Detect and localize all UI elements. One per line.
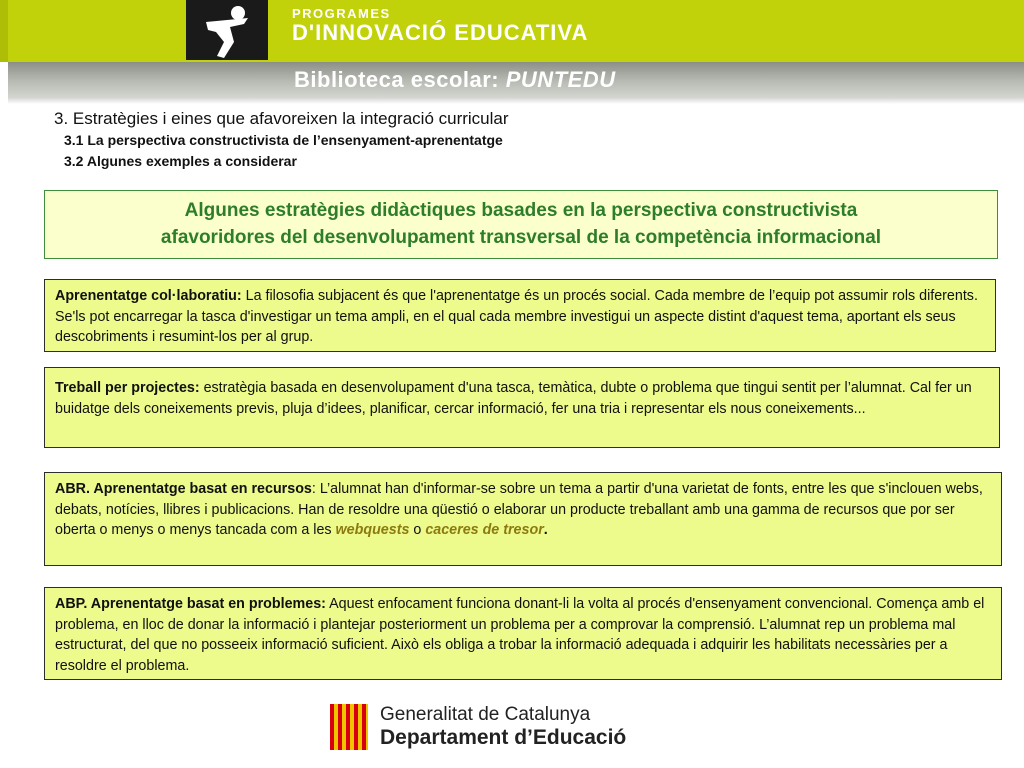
card-body: La filosofia subjacent és que l'aprenentatge és un procés social. Cada membre de l’equip pot assumir rols diferents. Se'ls pot encarregar la tasca d'investigar un tema ampli, en el qual cada membre investigui un aspecte distint d'aquest tema, aportant els seus descobriments i resumint-los per al grup. xyxy=(55,288,978,345)
card-abr xyxy=(44,472,1002,566)
page-title: Biblioteca escolar: PUNTEDU xyxy=(294,67,616,92)
subsection-2: 3.2 Algunes exemples a considerar xyxy=(64,153,297,169)
card-body: estratègia basada en desenvolupament d'una tasca, temàtica, dubte o problema que tingui sentit per l’alumnat. Cal fer un buidatge dels coneixements previs, pluja d’idees, planificar, cercar informació, fer una tria i representar els nous coneixements... xyxy=(55,380,972,417)
card-title: ABP. Aprenentatge basat en problemes: xyxy=(55,596,326,612)
card-title: ABR. Aprenentatge basat en recursos xyxy=(55,481,312,497)
webquests-link[interactable]: webquests xyxy=(335,522,410,538)
card-treball-projectes xyxy=(44,367,1000,448)
innovacio-label: D'INNOVACIÓ EDUCATIVA xyxy=(292,20,589,45)
card-title: Treball per projectes: xyxy=(55,380,200,396)
section-heading: 3. Estratègies i eines que afavoreixen la integració curricular xyxy=(54,109,509,128)
card-body: Aquest enfocament funciona donant-li la volta al procés d'ensenyament convencional. Comença amb el problema, en lloc de donar la informació i plantejar posteriorment un problema per a comprovar la comprensió. L’alumnat rep un problema mal estructurat, del que no posseeix informació suficient. Això els obliga a trobar la informació adequada i adquirir les habilitats necessàries per a resoldre el problema. xyxy=(55,596,985,674)
header-banner xyxy=(0,0,1024,62)
headline-line-2: afavoridores del desenvolupament transversal de la competència informacional xyxy=(160,227,882,248)
card-connector: o xyxy=(409,522,426,538)
card-body: : L’alumnat han d'informar-se sobre un tema a partir d'una varietat de fonts, entre les que s'inclouen webs, debats, notícies, llibres i publicacions. Han de resoldre una qüestió o elaborar un producte treballant amb una gamma de recursos que por ser oberta o menys o menys tancada com a les xyxy=(55,481,983,538)
title-bar xyxy=(8,62,1024,98)
running-figure-logo xyxy=(186,0,268,60)
footer-departament: Departament d’Educació xyxy=(380,726,627,749)
card-abp xyxy=(44,587,1002,680)
card-aprenentatge-collaboratiu xyxy=(44,279,996,352)
card-end: . xyxy=(543,522,548,538)
programes-label: PROGRAMES xyxy=(292,6,391,21)
title-shadow xyxy=(8,98,1024,104)
subsection-1: 3.1 La perspectiva constructivista de l’ensenyament-aprenentatge xyxy=(64,132,503,148)
generalitat-logo xyxy=(330,704,368,750)
caceres-tresor-link[interactable]: caceres de tresor xyxy=(425,522,544,538)
header-strip xyxy=(0,0,8,62)
headline-line-1: Algunes estratègies didàctiques basades en la perspectiva constructivista xyxy=(184,200,858,221)
card-title: Aprenentatge col·laboratiu: xyxy=(55,288,242,304)
footer-generalitat: Generalitat de Catalunya xyxy=(380,704,591,725)
headline-box xyxy=(44,190,998,259)
section-outline xyxy=(54,108,509,172)
